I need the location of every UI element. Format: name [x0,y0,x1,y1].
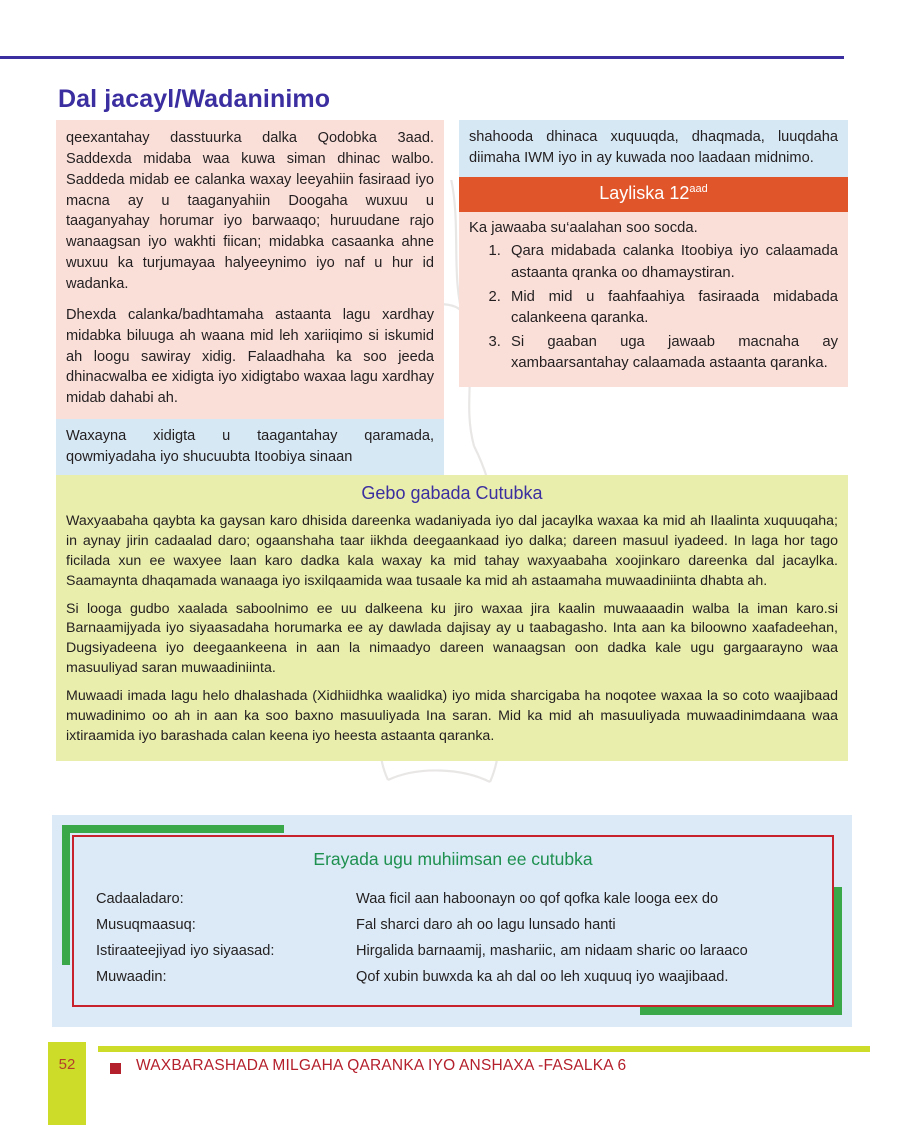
paragraph: Waxyaabaha qaybta ka gaysan karo dhisida dareenka wadaniyada iyo dal jacaylka waxaa ka mid ah Ilaalinta xuquuqaha; in aynay jirin cadaalad daro; ogaanshaha taar iikhda deegaankaad iyo dalka; dareen masuul iyadeed. In laga hor tago ficilada xun ee waxyee laan karo dadka kala waxay ka mid tahay waxyaabaha xoojinkaro dareenka dal jacaylka. Saamaynta dhaqamada wanaaga iyo isxilqaamida waa tusaale ka mid ah astaamaha muwaadiniinta dhabta ah. [66,513,838,589]
exercise-label: Layliska 12 [599,182,690,203]
list-item: 3. Si gaaban uga jawaab macnaha ay xambaarsantahay calaamada astaanta qaranka. [505,332,838,374]
paragraph: Muwaadi imada lagu helo dhalashada (Xidhiidhka waalidka) iyo mida sharcigaba ha noqotee waxaa la so coto waajibaad muwadinimo oo ah in aan ka soo baxno masuuliyada Ina saran. Mid ka mid ah masuuliyada muwaadinimdaana waa ixtiraamida iyo barashada calan keena iyo heesta astaanta qaranka. [66,688,838,744]
paragraph: Waxayna xidigta u taagantahay qaramada, qowmiyadaha iyo shucuubta Itoobiya sinaan [66,428,434,466]
key-vocabulary-panel [52,815,852,1027]
vocab-definition: Fal sharci daro ah oo lagu lunsado hanti [356,917,616,933]
summary-title: Gebo gabada Cutubka [361,483,543,503]
green-accent-top [62,825,284,833]
vocab-term: Cadaaladaro: [96,891,184,907]
vocab-term: Istiraateejiyad iyo siyaasad: [96,943,275,959]
exercise-panel [459,212,848,388]
exercise-intro: Ka jawaaba su‘aalahan soo socda. [469,219,698,236]
vocab-term: Muwaadin: [96,969,167,985]
square-bullet-icon [110,1063,121,1074]
list-item: 2. Mid mid u faahfaahiya fasiraada midabada calankeena qaranka. [505,287,838,329]
page-number-chip [48,1042,86,1125]
footer-title: WAXBARASHADA MILGAHA QARANKA IYO ANSHAXA -FASALKA 6 [136,1057,627,1074]
paragraph: Dhexda calanka/badhtamaha astaanta lagu xardhay midabka biluuga ah waana mid leh xariiqimo si iskumid ah loogu sawiray xidig. Falaadhaha ka soo jeeda dhinacwalba ee xidigta iyo xidigtabo waxaa lagu xardhay midab dahabi ah. [66,306,434,407]
paragraph: Si looga gudbo xaalada saboolnimo ee uu dalkeena ku jiro waxaa jira kaalin muwaaaadin walba la iman karo.si Barnaamijyada iyo siyaasadaha horumarka ee ay dawlada dajisay ay u taabagasho. Inta aan ka biloowno xaafadeehan, Dugsiyadeena iyo deegaankeena in aan la nimaadyo dareen wanaagsan oon dadka kale ugu gargaarayno waa masuuliyad saran muwaadiniinta. [66,600,838,677]
vocab-definition: Waa ficil aan haboonayn oo qof qofka kale looga eex do [356,891,719,907]
vocab-red-frame [72,835,834,1007]
table-row [74,964,832,990]
page-title: Dal jacayl/Wadaninimo [58,84,331,113]
exercise-header-band [459,177,848,212]
green-accent-left [62,825,70,965]
table-row [74,938,832,964]
left-blue-panel [56,419,444,476]
right-column [459,120,848,387]
exercise-ordinal-suffix: aad [689,182,708,195]
page-number: 52 [58,1056,76,1073]
right-blue-panel [459,120,848,177]
paragraph: shahooda dhinaca xuquuqda, dhaqmada, luuqdaha diimaha IWM iyo in ay kuwada noo laadaan midnimo. [469,129,838,166]
left-pink-panel [56,120,444,419]
footer-rule [98,1046,870,1052]
exercise-question-list [469,241,838,374]
left-column [56,120,444,476]
green-accent-bottom [640,1007,842,1015]
vocab-table [74,886,832,990]
vocab-definition: Hirgalida barnaamij, mashariic, am nidaam sharic oo laraaco [356,943,748,959]
paragraph: qeexantahay dasstuurka dalka Qodobka 3aad. Saddexda midaba waa kuwa siman dhinac walbo. Saddeda midab ee calanka waxay leeyahiin fasiraad iyo macna ay u taaganyahiin Doogaha wuxuu u taaganyahay horumar iyo barwaaqo; huruudane rajo wanaagsan iyo wakhti fiican; midabka casaanka ahne wuxuu ka turjumayaa halyeeynimo iyo naf u hur id wadanka. [66,130,434,293]
table-row [74,912,832,938]
chapter-summary-panel [56,475,848,761]
vocab-title: Erayada ugu muhiimsan ee cutubka [313,849,593,869]
list-item: 1. Qara midabada calanka Itoobiya iyo calaamada astaanta qranka oo dhamaystiran. [505,241,838,283]
green-accent-right [834,887,842,1015]
header-divider-rule [0,56,844,59]
vocab-term: Musuqmaasuq: [96,917,196,933]
vocab-definition: Qof xubin buwxda ka ah dal oo leh xuquuq iyo waajibaad. [356,969,729,985]
table-row [74,886,832,912]
